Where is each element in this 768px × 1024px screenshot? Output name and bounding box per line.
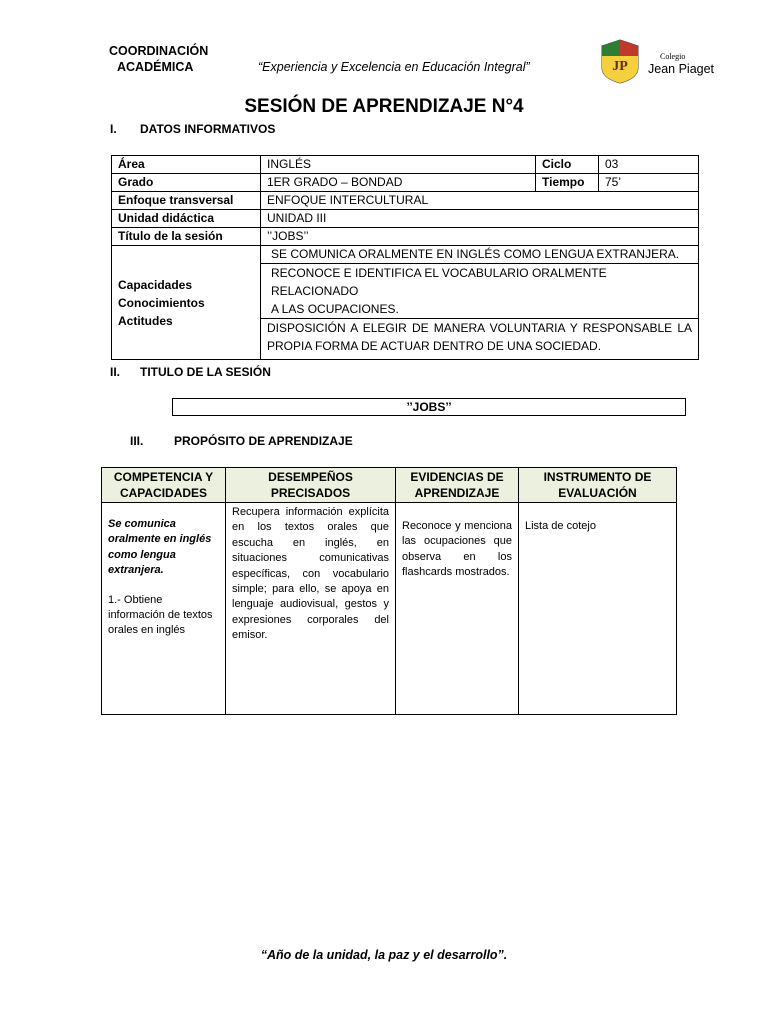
instrumento-cell: Lista de cotejo [519, 503, 677, 715]
table-row [112, 210, 699, 228]
table-row [112, 156, 699, 174]
area-label: Área [112, 156, 261, 174]
session-title-box: ’’JOBS’’ [172, 398, 686, 416]
competencia-title: Se comunica oralmente en inglés como lengua extranjera. [108, 518, 212, 577]
coordination-line-1: COORDINACIÓN [109, 44, 209, 58]
grado-label: Grado [112, 174, 261, 192]
unidad-label: Unidad didáctica [112, 210, 261, 228]
grado-value: 1ER GRADO – BONDAD [261, 174, 536, 192]
table-row [112, 246, 699, 264]
proposito-table [101, 467, 677, 715]
area-value: INGLÉS [261, 156, 536, 174]
table-row [102, 503, 677, 715]
table-row [112, 174, 699, 192]
capacidad-text: 1.- Obtiene información de textos orales en inglés [108, 593, 213, 637]
section-1-heading: I. DATOS INFORMATIVOS [110, 122, 276, 136]
titulo-value: ’’JOBS’’ [261, 228, 699, 246]
capacidades-value: SE COMUNICA ORALMENTE EN INGLÉS COMO LENGUA EXTRANJERA. [261, 246, 699, 264]
conocimientos-value: RECONOCE E IDENTIFICA EL VOCABULARIO ORALMENTE RELACIONADO A LAS OCUPACIONES. [261, 264, 699, 319]
table-row [112, 228, 699, 246]
page-title: SESIÓN DE APRENDIZAJE N°4 [244, 96, 524, 117]
crest-icon [598, 38, 720, 84]
enfoque-value: ENFOQUE INTERCULTURAL [261, 192, 699, 210]
school-motto: “Experiencia y Excelencia en Educación Integral” [258, 60, 530, 74]
header-evidencias: EVIDENCIAS DE APRENDIZAJE [396, 468, 519, 503]
unidad-value: UNIDAD III [261, 210, 699, 228]
capacidades-labels: Capacidades Conocimientos Actitudes [112, 246, 261, 360]
logo-school-name: Jean Piaget [648, 62, 715, 76]
table-header-row [102, 468, 677, 503]
school-logo [598, 38, 720, 84]
logo-colegio-text: Colegio [660, 52, 686, 61]
section-2-heading: II. TITULO DE LA SESIÓN [110, 365, 271, 379]
tiempo-label: Tiempo [536, 174, 599, 192]
tiempo-value: 75’ [599, 174, 699, 192]
evidencia-cell: Reconoce y menciona las ocupaciones que observa en los flashcards mostrados. [396, 503, 519, 715]
coordination-label [109, 43, 208, 75]
ciclo-value: 03 [599, 156, 699, 174]
desempeno-cell: Recupera información explícita en los textos orales que escucha en inglés, en situaciones comunicativas específicas, con vocabulario simple; para ello, se apoya en lenguaje audiovisual, gestos y expresiones corporales del emisor. [226, 503, 396, 715]
svg-text:JP: JP [612, 59, 628, 74]
info-table [111, 155, 699, 360]
actitudes-value: DISPOSICIÓN A ELEGIR DE MANERA VOLUNTARIA Y RESPONSABLE LA PROPIA FORMA DE ACTUAR DENTRO DE UNA SOCIEDAD. [261, 319, 699, 360]
competencia-cell [102, 503, 226, 715]
enfoque-label: Enfoque transversal [112, 192, 261, 210]
ciclo-label: Ciclo [536, 156, 599, 174]
header-competencia: COMPETENCIA Y CAPACIDADES [102, 468, 226, 503]
footer-slogan: “Año de la unidad, la paz y el desarrollo”. [260, 948, 508, 962]
coordination-line-2: ACADÉMICA [117, 60, 194, 74]
section-3-heading: III. PROPÓSITO DE APRENDIZAJE [130, 434, 353, 448]
table-row [112, 192, 699, 210]
titulo-label: Título de la sesión [112, 228, 261, 246]
header-instrumento: INSTRUMENTO DE EVALUACIÓN [519, 468, 677, 503]
header-desempenos: DESEMPEÑOS PRECISADOS [226, 468, 396, 503]
